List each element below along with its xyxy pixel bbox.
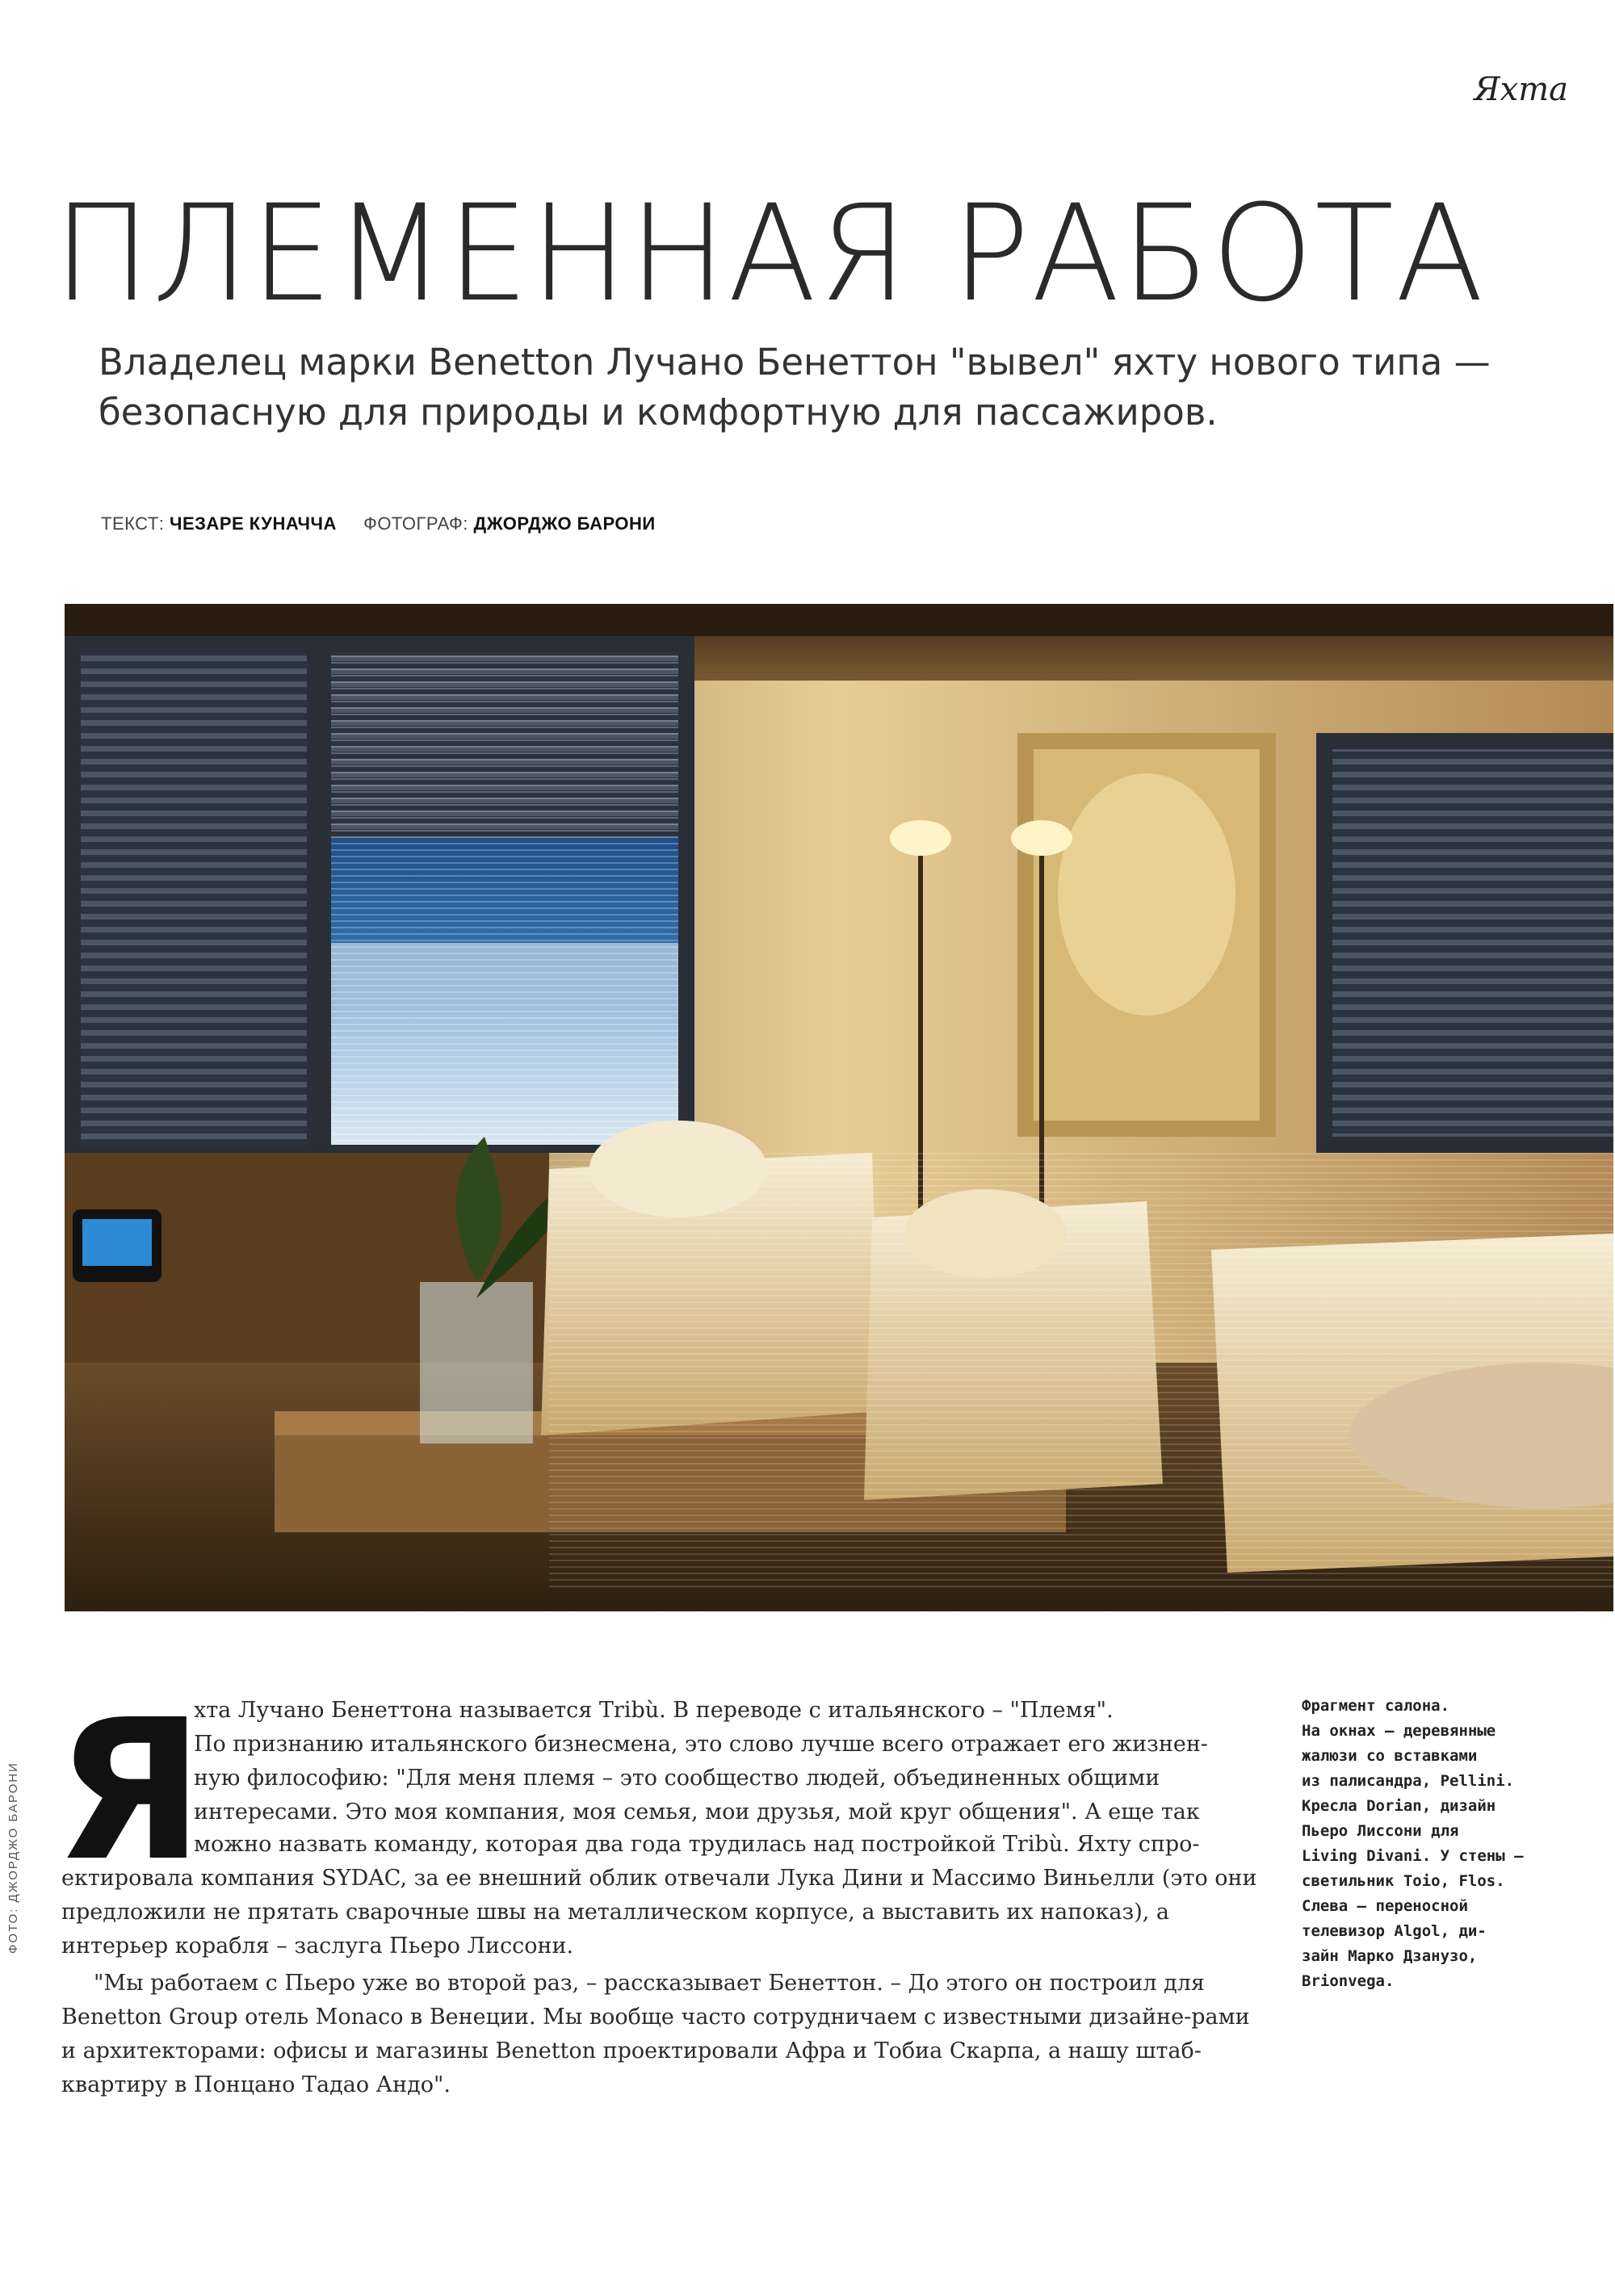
caption-line: Пьеро Лиссони для xyxy=(1302,1822,1459,1840)
lead-lines xyxy=(194,1694,1260,1829)
text-credit-author: ЧЕЗАРЕ КУНАЧЧА xyxy=(170,513,337,534)
photo-caption xyxy=(1302,1694,1568,1994)
photo-credit-label: ФОТОГРАФ: xyxy=(363,513,468,534)
caption-line: Фрагмент салона. xyxy=(1302,1697,1450,1715)
caption-line: зайн Марко Дзанузо, xyxy=(1302,1947,1478,1965)
lead-line: хта Лучано Бенеттона называется Tribù. В переводе с итальянского – "Племя". xyxy=(194,1698,1114,1723)
headline: ПЛЕМЕННАЯ РАБОТА xyxy=(53,176,1486,331)
caption-line: жалюзи со вставками xyxy=(1302,1747,1478,1765)
lead-line: По признанию итальянского бизнесмена, это слово лучше всего отражает его жизнен- xyxy=(194,1732,1208,1757)
caption-line: телевизор Algol, ди- xyxy=(1302,1922,1487,1940)
salon-photo xyxy=(65,604,1613,1611)
subhead: Владелец марки Benetton Лучано Бенеттон "вывел" яхту нового типа — безопасную для природы и комфортную для пассажиров. xyxy=(99,341,1491,434)
paragraph-2: "Мы работаем с Пьеро уже во второй раз, – рассказывает Бенеттон. – До этого он построил для Benetton Group отель Monaco в Венеции. Мы вообще часто сотрудничаем с известными дизайне-рами и архитекторами: офисы и магазины Benetton проектировали Афра и Тобиа Скарпа, а нашу штаб-квартиру в Понцано Тадао Андо". xyxy=(61,1971,1250,2097)
lead-line: интересами. Это моя компания, моя семья, мои друзья, мой круг общения". А еще так xyxy=(194,1800,1200,1825)
drop-cap: Я xyxy=(55,1678,204,1904)
photo-credit-author: ДЖОРДЖО БАРОНИ xyxy=(473,513,656,534)
lead-line-last: можно назвать команду, которая два года трудилась над постройкой Tribù. Яхту спро- xyxy=(194,1832,1200,1857)
article-body xyxy=(61,1828,1261,2102)
photo-credit-vertical: ФОТО: ДЖОРДЖО БАРОНИ xyxy=(6,1762,20,1954)
caption-line: светильник Toio, Flos. xyxy=(1302,1872,1505,1890)
caption-line: На окнах – деревянные xyxy=(1302,1722,1496,1740)
paragraph-1-rest: ектировала компания SYDAC, за ее внешний облик отвечали Лука Дини и Массимо Виньелли (это они предложили не прятать сварочные швы на металлическом корпусе, а выставить их напоказ), а интерьер корабля – заслуга Пьеро Лиссони. xyxy=(61,1866,1257,1959)
text-credit-label: ТЕКСТ: xyxy=(101,513,165,534)
byline xyxy=(101,513,656,534)
caption-line: из палисандра, Pellini. xyxy=(1302,1772,1515,1790)
caption-line: Кресла Dorian, дизайн xyxy=(1302,1797,1496,1815)
caption-line: Living Divani. У стены – xyxy=(1302,1847,1524,1865)
caption-line: Brionvega. xyxy=(1302,1972,1395,1990)
section-label: Яхта xyxy=(1474,71,1568,108)
caption-line: Слева – переносной xyxy=(1302,1897,1468,1915)
lead-line: ную философию: "Для меня племя – это сообщество людей, объединенных общими xyxy=(194,1766,1160,1791)
